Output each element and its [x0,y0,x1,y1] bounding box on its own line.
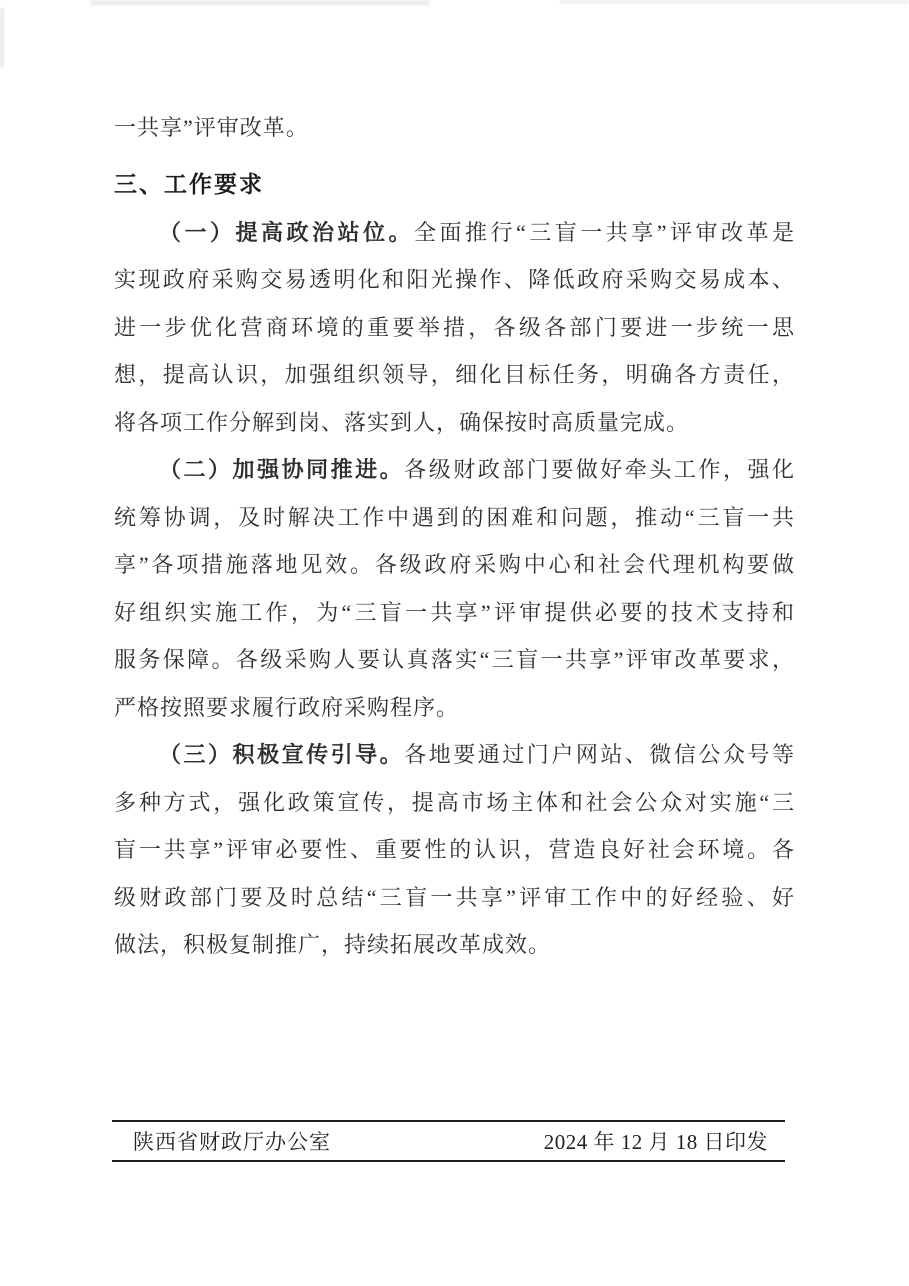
paragraph-line: 想，提高认识，加强组织领导，细化目标任务，明确各方责任， [114,362,794,387]
paragraph [114,731,794,969]
scan-artifact [560,0,909,4]
paragraph-lead: （一）提高政治站位。 [159,219,414,245]
paragraph-line: 盲一共享”评审必要性、重要性的认识，营造良好社会环境。各 [114,837,794,862]
paragraph-text: 各地要通过门户网站、微信公众号等 [404,742,794,767]
paragraph-line: 级财政部门要及时总结“三盲一共享”评审工作中的好经验、好 [114,884,794,910]
scan-artifact [0,8,4,68]
issuer-name: 陕西省财政厅办公室 [133,1130,331,1154]
paragraph-line [114,209,794,257]
paragraph [114,209,794,447]
paragraph-line: 多种方式，强化政策宣传，提高市场主体和社会公众对实施“三 [114,789,794,815]
paragraph-line: 统筹协调，及时解决工作中遇到的困难和问题，推动“三盲一共 [114,504,794,530]
section-heading: 三、工作要求 [114,171,264,197]
paragraph-line [114,731,794,779]
body-text [114,104,794,969]
footer-colophon [112,1120,785,1162]
paragraph-line: 将各项工作分解到岗、落实到人，确保按时高质量完成。 [114,409,690,435]
paragraph-line: 享”各项措施落地见效。各级政府采购中心和社会代理机构要做 [114,552,794,577]
paragraph-lead: （三）积极宣传引导。 [159,742,405,767]
paragraph-line: 严格按照要求履行政府采购程序。 [114,694,460,720]
continuation-line: 一共享”评审改革。 [114,115,309,140]
print-date: 2024 年 12 月 18 日印发 [543,1130,768,1154]
paragraph-text: 各级财政部门要做好牵头工作，强化 [404,457,794,482]
paragraph-line: 实现政府采购交易透明化和阳光操作、降低政府采购交易成本、 [114,267,794,292]
paragraph-text: 全面推行“三盲一共享”评审改革是 [413,219,794,245]
paragraph-lead: （二）加强协同推进。 [159,457,405,482]
paragraph [114,446,794,731]
paragraph-line: 好组织实施工作，为“三盲一共享”评审提供必要的技术支持和 [114,599,794,625]
scan-artifact [90,0,430,5]
paragraph-line: 服务保障。各级采购人要认真落实“三盲一共享”评审改革要求， [114,647,794,672]
paragraph-line: 做法，积极复制推广，持续拓展改革成效。 [114,932,552,957]
paragraph-line [114,446,794,494]
paragraph-line: 进一步优化营商环境的重要举措，各级各部门要进一步统一思 [114,314,794,340]
